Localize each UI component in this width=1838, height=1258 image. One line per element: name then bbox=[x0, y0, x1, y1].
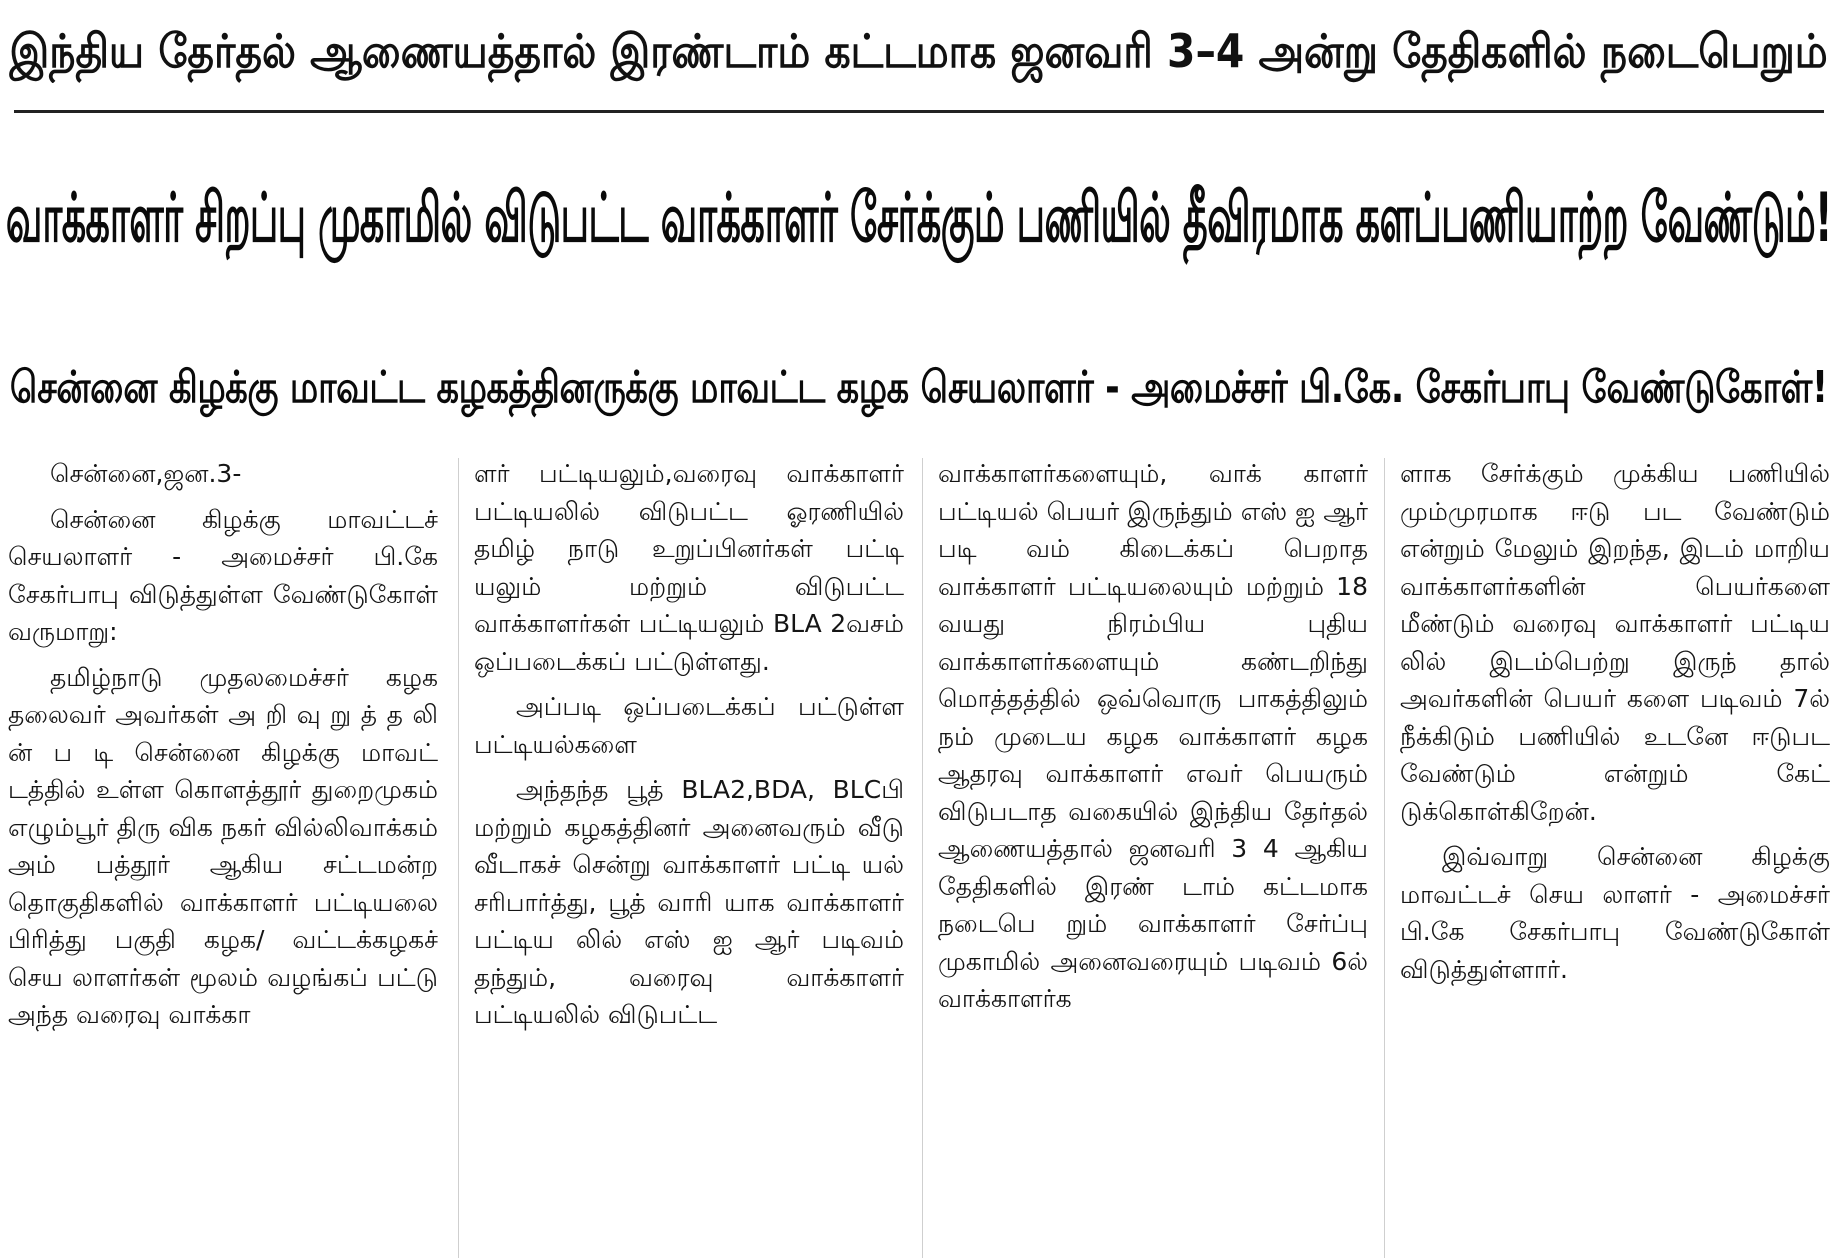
divider-rule bbox=[14, 110, 1824, 113]
subheadline: சென்னை கிழக்கு மாவட்ட கழகத்தினருக்கு மாவட்ட கழக செயலாளர் - அமைச்சர் பி.கே. சேகர்பாபு வேண்டுகோள்! bbox=[10, 361, 1828, 413]
dateline: சென்னை,ஜன.3- bbox=[50, 459, 242, 488]
paragraph: அப்படி ஒப்படைக்கப் பட்டுள்ள பட்டியல்களை bbox=[474, 692, 904, 759]
kicker-line: இந்திய தேர்தல் ஆணையத்தால் இரண்டாம் கட்டமாக ஜனவரி 3–4 அன்று தேதிகளில் நடைபெறும் bbox=[9, 23, 1829, 78]
paragraph: இவ்வாறு சென்னை கிழக்கு மாவட்டச் செய லாளர் - அமைச்சர் பி.கே சேகர்பாபு வேண்டுகோள் விடுத்துள்ளார். bbox=[1400, 842, 1830, 984]
paragraph: சென்னை கிழக்கு மாவட்டச் செயலாளர் - அமைச்சர் பி.கே சேகர்பாபு விடுத்துள்ள வேண்டுகோள் வருமாறு: bbox=[8, 504, 438, 646]
column-1 bbox=[8, 455, 438, 1258]
column-3 bbox=[938, 455, 1368, 1258]
column-4 bbox=[1400, 455, 1830, 1258]
paragraph: அந்தந்த பூத் BLA2,BDA, BLCபி மற்றும் கழகத்தினர் அனைவரும் வீடு வீடாகச் சென்று வாக்காளர் பட்டி யல் சரிபார்த்து, பூத் வாரி யாக வாக்காளர் பட்டிய லில் எஸ் ஐ ஆர் படிவம் தந்தும், வரைவு வாக்காளர் பட்டியலில் விடுபட்ட bbox=[474, 775, 904, 1029]
paragraph: வாக்காளர்களையும், வாக் காளர் பட்டியல் பெயர் இருந்தும் எஸ் ஐ ஆர் படி வம் கிடைக்கப் பெறாத வாக்காளர் பட்டியலையும் மற்றும் 18 வயது நிரம்பிய புதிய வாக்காளர்களையும் கண்டறிந்து மொத்தத்தில் ஒவ்வொரு பாகத்திலும் நம் முடைய கழக வாக்காளர் கழக ஆதரவு வாக்காளர் எவர் பெயரும் விடுபடாத வகையில் இந்திய தேர்தல் ஆணையத்தால் ஜனவரி 3 4 ஆகிய தேதிகளில் இரண் டாம் கட்டமாக நடைபெ றும் வாக்காளர் சேர்ப்பு முகாமில் அனைவரையும் படிவம் 6ல் வாக்காளர்க bbox=[938, 459, 1368, 1013]
column-2 bbox=[474, 455, 904, 1258]
paragraph: ளாக சேர்க்கும் முக்கிய பணியில் மும்முரமாக ஈடு பட வேண்டும் என்றும் மேலும் இறந்த, இடம் மாறிய வாக்காளர்களின் பெயர்களை மீண்டும் வரைவு வாக்காளர் பட்டிய லில் இடம்பெற்று இருந் தால் அவர்களின் பெயர் களை படிவம் 7ல் நீக்கிடும் பணியில் உடனே ஈடுபட வேண்டும் என்றும் கேட் டுக்கொள்கிறேன். bbox=[1400, 459, 1830, 826]
headline: வாக்காளர் சிறப்பு முகாமில் விடுபட்ட வாக்காளர் சேர்க்கும் பணியில் தீவிரமாக களப்பணியாற்ற வேண்டும்! bbox=[6, 179, 1832, 258]
paragraph: தமிழ்நாடு முதலமைச்சர் கழக தலைவர் அவர்கள் அ றி வு று த் த லி ன் ப டி சென்னை கிழக்கு மாவட் டத்தில் உள்ள கொளத்தூர் துறைமுகம் எழும்பூர் திரு விக நகர் வில்லிவாக்கம் அம் பத்தூர் ஆகிய சட்டமன்ற தொகுதிகளில் வாக்காளர் பட்டியலை பிரித்து பகுதி கழக/ வட்டக்கழகச் செய லாளர்கள் மூலம் வழங்கப் பட்டு அந்த வரைவு வாக்கா bbox=[8, 662, 438, 1029]
paragraph: ளர் பட்டியலும்,வரைவு வாக்காளர் பட்டியலில் விடுபட்ட ஓரணியில் தமிழ் நாடு உறுப்பினர்கள் பட்டி யலும் மற்றும் விடுபட்ட வாக்காளர்கள் பட்டியலும் BLA 2வசம் ஒப்படைக்கப் பட்டுள்ளது. bbox=[474, 459, 904, 676]
article-body bbox=[0, 455, 1838, 1258]
